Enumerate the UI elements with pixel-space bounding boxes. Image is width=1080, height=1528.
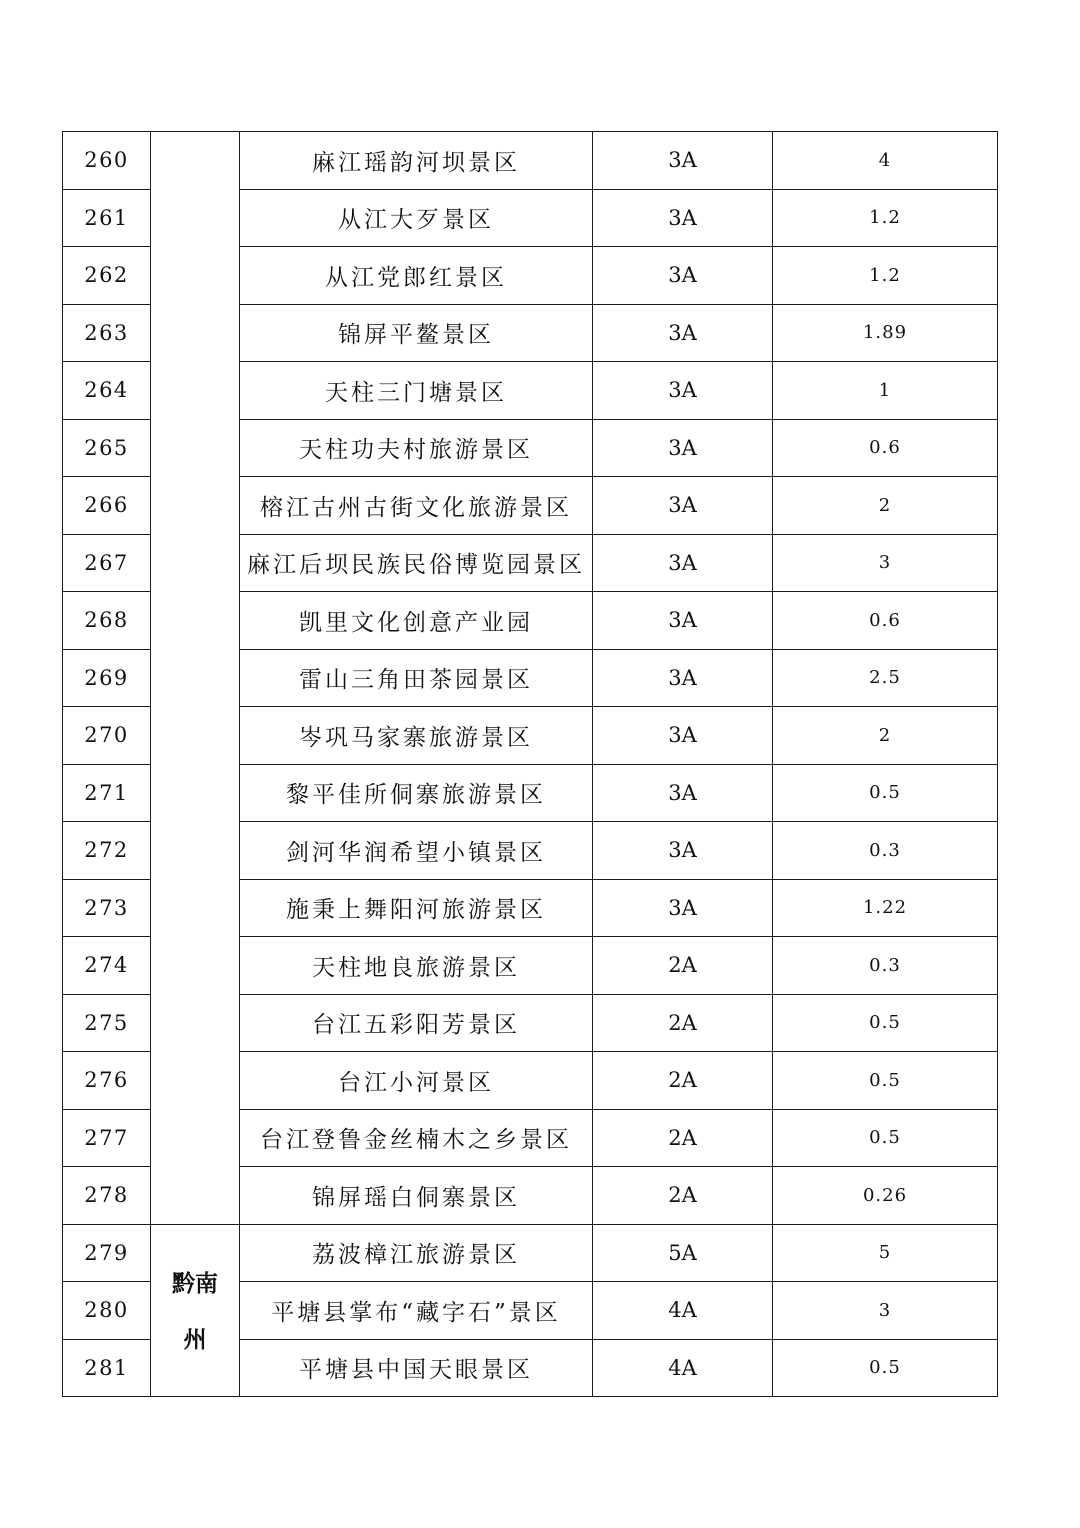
scenic-area-name: 岑巩马家寨旅游景区 bbox=[240, 707, 593, 765]
row-number: 264 bbox=[63, 362, 151, 420]
scenic-area-grade: 3A bbox=[593, 247, 773, 305]
scenic-area-grade: 4A bbox=[593, 1282, 773, 1340]
row-number: 271 bbox=[63, 764, 151, 822]
row-number: 260 bbox=[63, 132, 151, 190]
scenic-area-grade: 4A bbox=[593, 1339, 773, 1397]
scenic-area-grade: 2A bbox=[593, 1109, 773, 1167]
scenic-area-grade: 2A bbox=[593, 937, 773, 995]
scenic-area-value: 1.22 bbox=[773, 879, 998, 937]
scenic-area-grade: 2A bbox=[593, 1052, 773, 1110]
scenic-area-grade: 3A bbox=[593, 362, 773, 420]
scenic-area-value: 1 bbox=[773, 362, 998, 420]
scenic-area-grade: 3A bbox=[593, 189, 773, 247]
scenic-area-value: 1.2 bbox=[773, 189, 998, 247]
scenic-area-value: 1.89 bbox=[773, 304, 998, 362]
scenic-area-name: 荔波樟江旅游景区 bbox=[240, 1224, 593, 1282]
scenic-area-name: 雷山三角田茶园景区 bbox=[240, 649, 593, 707]
scenic-area-grade: 3A bbox=[593, 477, 773, 535]
scenic-area-name: 锦屏平鳌景区 bbox=[240, 304, 593, 362]
scenic-area-grade: 3A bbox=[593, 534, 773, 592]
row-number: 274 bbox=[63, 937, 151, 995]
scenic-area-name: 麻江瑶韵河坝景区 bbox=[240, 132, 593, 190]
table-row bbox=[63, 1224, 998, 1282]
scenic-area-name: 从江党郎红景区 bbox=[240, 247, 593, 305]
scenic-area-name: 平塘县中国天眼景区 bbox=[240, 1339, 593, 1397]
row-number: 270 bbox=[63, 707, 151, 765]
scenic-area-name: 台江登鲁金丝楠木之乡景区 bbox=[240, 1109, 593, 1167]
scenic-area-value: 0.3 bbox=[773, 937, 998, 995]
scenic-area-name: 天柱三门塘景区 bbox=[240, 362, 593, 420]
scenic-area-value: 0.5 bbox=[773, 1052, 998, 1110]
scenic-area-name: 黎平佳所侗寨旅游景区 bbox=[240, 764, 593, 822]
scenic-area-value: 2.5 bbox=[773, 649, 998, 707]
scenic-area-value: 0.5 bbox=[773, 994, 998, 1052]
scenic-area-value: 0.6 bbox=[773, 592, 998, 650]
scenic-area-name: 天柱功夫村旅游景区 bbox=[240, 419, 593, 477]
row-number: 268 bbox=[63, 592, 151, 650]
scenic-area-value: 0.26 bbox=[773, 1167, 998, 1225]
scenic-area-grade: 3A bbox=[593, 822, 773, 880]
scenic-area-table bbox=[62, 131, 998, 1397]
scenic-area-grade: 3A bbox=[593, 707, 773, 765]
scenic-area-value: 0.3 bbox=[773, 822, 998, 880]
row-number: 266 bbox=[63, 477, 151, 535]
scenic-area-name: 平塘县掌布“藏字石”景区 bbox=[240, 1282, 593, 1340]
row-number: 280 bbox=[63, 1282, 151, 1340]
scenic-area-name: 剑河华润希望小镇景区 bbox=[240, 822, 593, 880]
region-cell-blank bbox=[151, 132, 240, 1225]
scenic-area-grade: 3A bbox=[593, 879, 773, 937]
scenic-area-grade: 3A bbox=[593, 764, 773, 822]
scenic-area-grade: 2A bbox=[593, 994, 773, 1052]
region-label-line2: 州 bbox=[183, 1326, 207, 1354]
row-number: 265 bbox=[63, 419, 151, 477]
row-number: 275 bbox=[63, 994, 151, 1052]
scenic-area-name: 凯里文化创意产业园 bbox=[240, 592, 593, 650]
region-cell-qiannan bbox=[151, 1224, 240, 1397]
scenic-area-value: 1.2 bbox=[773, 247, 998, 305]
row-number: 273 bbox=[63, 879, 151, 937]
scenic-area-name: 锦屏瑶白侗寨景区 bbox=[240, 1167, 593, 1225]
row-number: 269 bbox=[63, 649, 151, 707]
table-body bbox=[63, 132, 998, 1397]
scenic-area-grade: 5A bbox=[593, 1224, 773, 1282]
scenic-area-name: 天柱地良旅游景区 bbox=[240, 937, 593, 995]
scenic-area-grade: 2A bbox=[593, 1167, 773, 1225]
scenic-area-name: 台江小河景区 bbox=[240, 1052, 593, 1110]
row-number: 261 bbox=[63, 189, 151, 247]
scenic-area-name: 榕江古州古街文化旅游景区 bbox=[240, 477, 593, 535]
scenic-area-value: 0.6 bbox=[773, 419, 998, 477]
scenic-area-name: 麻江后坝民族民俗博览园景区 bbox=[240, 534, 593, 592]
row-number: 277 bbox=[63, 1109, 151, 1167]
scenic-area-grade: 3A bbox=[593, 419, 773, 477]
table-row bbox=[63, 132, 998, 190]
row-number: 281 bbox=[63, 1339, 151, 1397]
scenic-area-value: 2 bbox=[773, 477, 998, 535]
region-label-line1: 黔南 bbox=[172, 1270, 218, 1298]
scenic-area-value: 3 bbox=[773, 1282, 998, 1340]
scenic-area-value: 0.5 bbox=[773, 1109, 998, 1167]
scenic-area-grade: 3A bbox=[593, 304, 773, 362]
scenic-area-value: 0.5 bbox=[773, 1339, 998, 1397]
row-number: 279 bbox=[63, 1224, 151, 1282]
scenic-area-value: 5 bbox=[773, 1224, 998, 1282]
row-number: 278 bbox=[63, 1167, 151, 1225]
scenic-area-grade: 3A bbox=[593, 592, 773, 650]
scenic-area-value: 2 bbox=[773, 707, 998, 765]
scenic-area-grade: 3A bbox=[593, 132, 773, 190]
scenic-area-name: 施秉上舞阳河旅游景区 bbox=[240, 879, 593, 937]
row-number: 272 bbox=[63, 822, 151, 880]
row-number: 276 bbox=[63, 1052, 151, 1110]
scenic-area-grade: 3A bbox=[593, 649, 773, 707]
row-number: 263 bbox=[63, 304, 151, 362]
row-number: 262 bbox=[63, 247, 151, 305]
scenic-area-name: 台江五彩阳芳景区 bbox=[240, 994, 593, 1052]
scenic-area-value: 4 bbox=[773, 132, 998, 190]
row-number: 267 bbox=[63, 534, 151, 592]
scenic-area-value: 3 bbox=[773, 534, 998, 592]
scenic-area-name: 从江大歹景区 bbox=[240, 189, 593, 247]
scenic-area-value: 0.5 bbox=[773, 764, 998, 822]
